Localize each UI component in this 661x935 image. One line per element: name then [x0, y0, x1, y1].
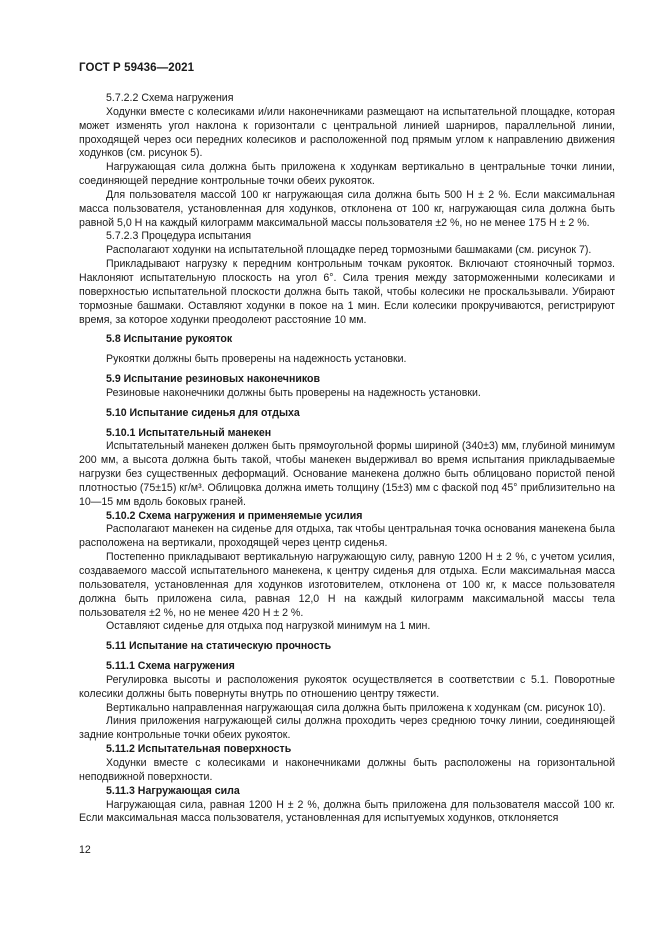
paragraph: Ходунки вместе с колесиками и/или наконечниками размещают на испытательной площадке, которая может изменять угол наклона к горизонтали с центральной линией шарниров, параллельной линии, проходящей через оси передних колесиков и расположенной под прямым углом к направлению движения ходунков (см. рисунок 5). — [79, 105, 615, 160]
paragraph: Резиновые наконечники должны быть проверены на надежность установки. — [106, 386, 481, 399]
paragraph: Постепенно прикладывают вертикальную нагружающую силу, равную 1200 Н ± 2 %, с учетом усилия, создаваемого массой испытательного манекена, к центру сиденья для отдыха. Если максимальная масса пользователя, установленная для ходунков изготовителем, отклонена от 100 кг, к массе пользователя должна быть приложена сила, равная 12,0 Н на каждый килограмм максимальной массы тела пользователя ±2 %, но не менее 420 Н ± 2 %. — [79, 551, 615, 619]
paragraph: Нагружающая сила, равная 1200 Н ± 2 %, должна быть приложена для пользователя массой 100 кг. Если максимальная масса пользователя, установленная для испытуемых ходунков, отклоняется — [79, 798, 615, 825]
paragraph: Ходунки вместе с колесиками и наконечниками должны быть расположены на горизонтальной неподвижной поверхности. — [79, 756, 615, 783]
paragraph: Испытательный манекен должен быть прямоугольной формы шириной (340±3) мм, глубиной минимум 200 мм, а высота должна быть такой, чтобы манекен выдерживал во время испытания прикладываемые нагрузки без существенных деформаций. Основание манекена должно быть облицовано пористой пеной плотностью (75±15) кг/м³. Облицовка должна иметь толщину (15±3) мм с фаской под 45° приблизительно на 10—15 мм вдоль боковых граней. — [79, 440, 615, 508]
paragraph: Оставляют сиденье для отдыха под нагрузкой минимум на 1 мин. — [106, 620, 431, 633]
paragraph: Для пользователя массой 100 кг нагружающая сила должна быть 500 Н ± 2 %. Если максимальная масса пользователя, установленная для ходунков, отклонена от 100 кг, нагружающая сила должна быть равной 5,0 Н на каждый килограмм максимальной массы пользователя ±2 %, но не менее 175 Н ± 2 %. — [79, 188, 615, 229]
subsection-heading: 5.7.2.2 Схема нагружения — [106, 92, 234, 104]
paragraph: Линия приложения нагружающей силы должна проходить через среднюю точку линии, соединяющей задние контрольные точки обеих рукояток. — [79, 715, 615, 742]
section-heading: 5.10 Испытание сиденья для отдыха — [106, 406, 300, 419]
paragraph: Располагают ходунки на испытательной площадке перед тормозными башмаками (см. рисунок 7). — [106, 244, 592, 257]
subsection-heading: 5.10.2 Схема нагружения и применяемые усилия — [106, 509, 363, 522]
paragraph: Располагают манекен на сиденье для отдыха, так чтобы центральная точка основания манекена была расположена на вертикали, проходящей через центр сиденья. — [79, 523, 615, 550]
paragraph: Регулировка высоты и расположения рукояток осуществляется в соответствии с 5.1. Поворотные колесики должны быть повернуты внутрь по отношению центру тяжести. — [79, 673, 615, 700]
subsection-heading: 5.11.3 Нагружающая сила — [106, 784, 240, 797]
section-heading: 5.8 Испытание рукояток — [106, 333, 233, 346]
section-heading: 5.9 Испытание резиновых наконечников — [106, 373, 321, 386]
subsection-heading: 5.11.2 Испытательная поверхность — [106, 743, 292, 756]
paragraph: Рукоятки должны быть проверены на надежность установки. — [106, 353, 407, 366]
document-body — [79, 92, 615, 826]
paragraph: Нагружающая сила должна быть приложена к ходункам вертикально в центральные точки линии, соединяющей передние контрольные точки обеих рукояток. — [79, 161, 615, 188]
subsection-heading: 5.10.1 Испытательный манекен — [106, 426, 272, 439]
paragraph: Прикладывают нагрузку к передним контрольным точкам рукояток. Включают стояночный тормоз. Наклоняют испытательную плоскость на угол 6°. Сила трения между заторможенными колесиками и поверхностью испытательной плоскости должна быть такой, чтобы колесики не проскальзывали. Убирают тормозные башмаки. Оставляют ходунки в покое на 1 мин. Если колесики прокручиваются, регистрируют время, за которое ходунки преодолеют расстояние 10 мм. — [79, 258, 615, 326]
paragraph: Вертикально направленная нагружающая сила должна быть приложена к ходункам (см. рисунок 10). — [106, 701, 606, 714]
standard-header: ГОСТ Р 59436—2021 — [79, 62, 195, 74]
subsection-heading: 5.7.2.3 Процедура испытания — [106, 230, 252, 243]
section-heading: 5.11 Испытание на статическую прочность — [106, 640, 332, 653]
page-number: 12 — [79, 844, 91, 856]
subsection-heading: 5.11.1 Схема нагружения — [106, 660, 235, 673]
